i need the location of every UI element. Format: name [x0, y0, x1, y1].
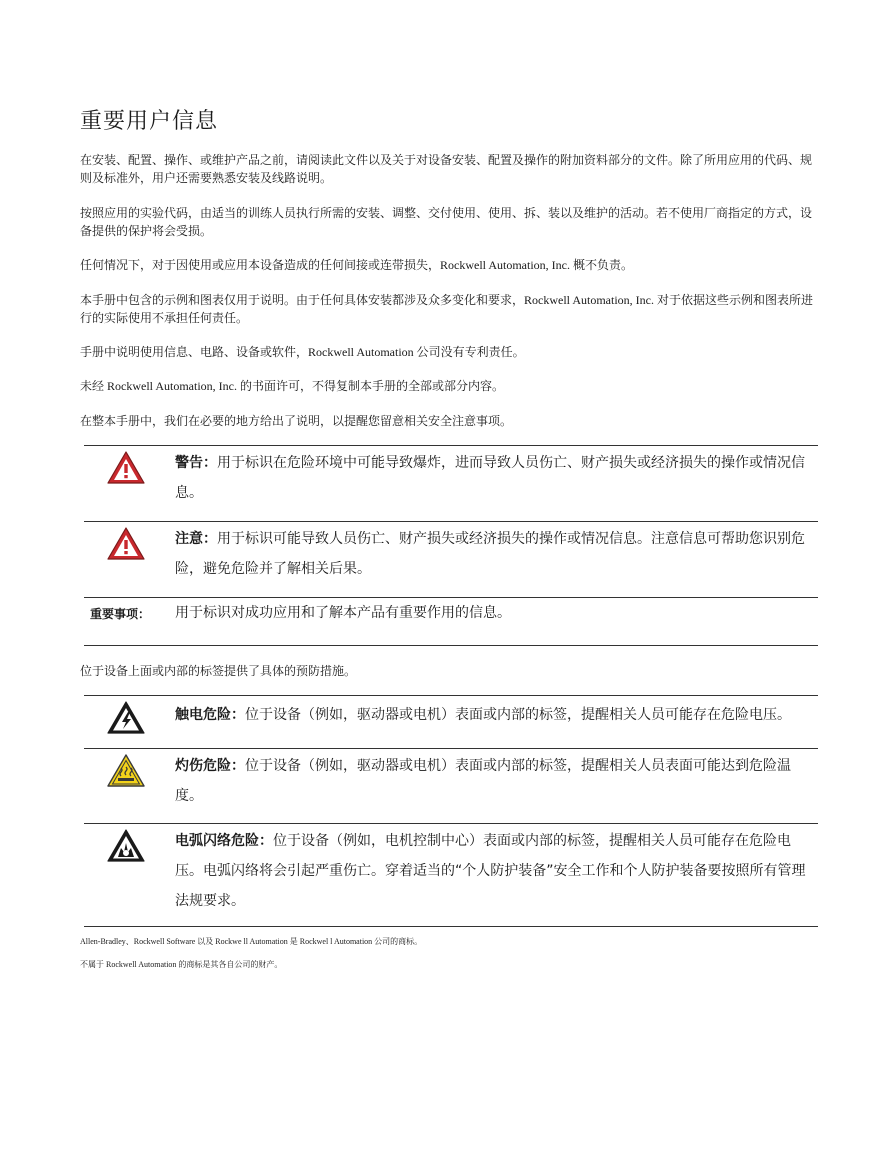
burn-hazard-icon — [106, 753, 146, 789]
paragraph-intro: 在安装、配置、操作、或维护产品之前，请阅读此文件以及关于对设备安装、配置及操作的附加资料部分的文件。除了所用应用的代码、规则及标准外，用户还需要熟悉安装及线路说明。 — [80, 153, 813, 185]
warning-triangle-icon — [106, 526, 146, 562]
burn-hazard-notice — [84, 749, 818, 823]
burn-hazard-text: 灼伤危险：位于设备（例如，驱动器或电机）表面或内部的标签，提醒相关人员表面可能达到危险温度。 — [175, 758, 791, 804]
caution-notice — [84, 522, 818, 596]
arc-flash-icon — [106, 828, 146, 864]
arc-flash-notice — [84, 824, 818, 926]
warning-triangle-icon — [106, 450, 146, 486]
paragraph-liability: 任何情况下，对于因使用或应用本设备造成的任何间接或连带损失，Rockwell Automation, Inc. 概不负责。 — [80, 258, 633, 272]
labels-intro: 位于设备上面或内部的标签提供了具体的预防措施。 — [80, 664, 357, 678]
caution-text: 注意：用于标识可能导致人员伤亡、财产损失或经济损失的操作或情况信息。注意信息可帮助您识别危险，避免危险并了解相关后果。 — [175, 531, 805, 577]
divider — [84, 926, 818, 927]
arc-flash-label: 电弧闪络危险： — [175, 833, 273, 849]
trademark-notice: Allen-Bradley、Rockwell Software 以及 Rockwe ll Automation 是 Rockwel l Automation 公司的商标。 — [80, 937, 423, 946]
shock-hazard-icon — [106, 700, 146, 736]
paragraph-copyright: 未经 Rockwell Automation, Inc. 的书面许可，不得复制本手册的全部或部分内容。 — [80, 379, 504, 393]
warning-notice — [84, 446, 818, 520]
important-text: 用于标识对成功应用和了解本产品有重要作用的信息。 — [175, 605, 511, 621]
other-trademarks-notice: 不属于 Rockwell Automation 的商标是其各自公司的财产。 — [80, 960, 283, 969]
shock-hazard-text: 触电危险：位于设备（例如，驱动器或电机）表面或内部的标签，提醒相关人员可能存在危险电压。 — [175, 707, 791, 723]
shock-hazard-notice — [84, 696, 818, 748]
divider — [84, 645, 818, 646]
shock-hazard-label: 触电危险： — [175, 707, 245, 723]
paragraph-safety-notes: 在整本手册中，我们在必要的地方给出了说明，以提醒您留意相关安全注意事项。 — [80, 414, 513, 428]
paragraph-patent: 手册中说明使用信息、电路、设备或软件，Rockwell Automation 公司没有专利责任。 — [80, 345, 525, 359]
paragraph-examples: 本手册中包含的示例和图表仅用于说明。由于任何具体安装都涉及众多变化和要求，Rockwell Automation, Inc. 对于依据这些示例和图表所进行的实际使用不承担任何责任。 — [80, 293, 813, 325]
caution-label: 注意： — [175, 531, 217, 547]
burn-hazard-label: 灼伤危险： — [175, 758, 245, 774]
page-title: 重要用户信息 — [80, 109, 219, 134]
arc-flash-text: 电弧闪络危险：位于设备（例如，电机控制中心）表面或内部的标签，提醒相关人员可能存在危险电压。电弧闪络将会引起严重伤亡。穿着适当的“个人防护装备”安全工作和个人防护装备要按照所有管理法规要求。 — [175, 833, 806, 909]
important-label: 重要事项： — [90, 607, 151, 621]
important-notice — [84, 598, 818, 644]
warning-text: 警告：用于标识在危险环境中可能导致爆炸，进而导致人员伤亡、财产损失或经济损失的操作或情况信息。 — [175, 455, 805, 501]
paragraph-installation: 按照应用的实验代码，由适当的训练人员执行所需的安装、调整、交付使用、使用、拆、装以及维护的活动。若不使用厂商指定的方式，设备提供的保护将会受损。 — [80, 206, 813, 238]
warning-label: 警告： — [175, 455, 217, 471]
